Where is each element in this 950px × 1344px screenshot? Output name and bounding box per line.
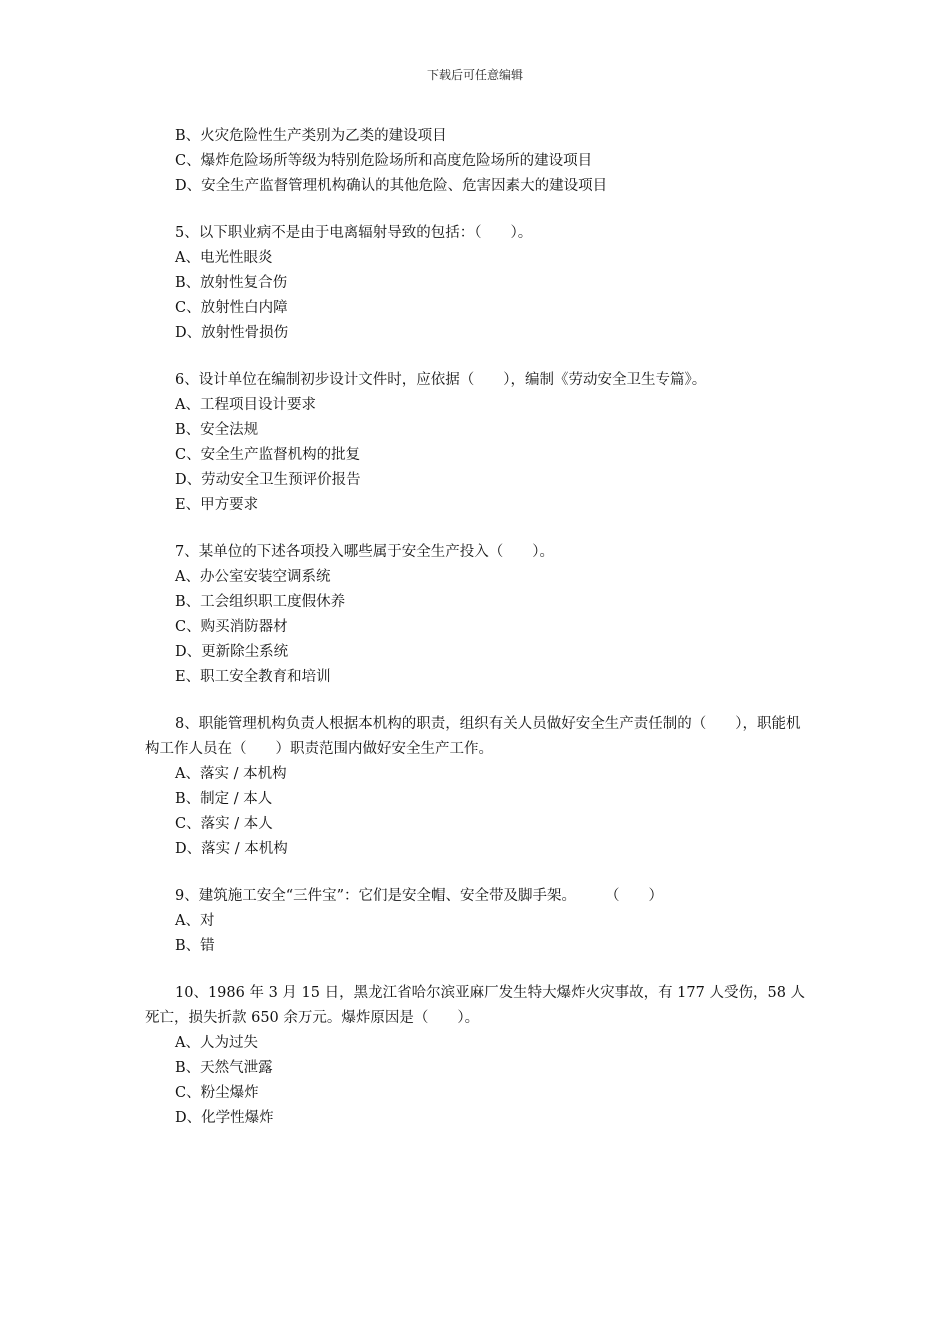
option-c: C、放射性白内障 bbox=[175, 300, 288, 316]
page-header: 下载后可任意编辑 bbox=[426, 68, 523, 82]
question-stem: 6、设计单位在编制初步设计文件时，应依据（ ），编制《劳动安全卫生专篇》。 bbox=[175, 372, 707, 388]
option-c: C、落实 / 本人 bbox=[175, 816, 273, 832]
question-8 bbox=[145, 712, 810, 862]
question-9 bbox=[145, 884, 810, 959]
question-stem: 5、以下职业病不是由于电离辐射导致的包括：（ ）。 bbox=[175, 225, 533, 241]
question-7 bbox=[145, 540, 810, 690]
option-c: C、购买消防器材 bbox=[175, 619, 288, 635]
option-c: C、粉尘爆炸 bbox=[175, 1085, 259, 1101]
question-stem: 10、1986 年 3 月 15 日，黑龙江省哈尔滨亚麻厂发生特大爆炸火灾事故，有 177 人受伤，58 人死亡，损失折款 650 余万元。爆炸原因是（ ）。 bbox=[145, 985, 806, 1026]
option-c: C、爆炸危险场所等级为特别危险场所和高度危险场所的建设项目 bbox=[175, 153, 593, 169]
option-b: B、错 bbox=[175, 938, 215, 954]
option-d: D、更新除尘系统 bbox=[175, 644, 289, 660]
option-d: D、安全生产监督管理机构确认的其他危险、危害因素大的建设项目 bbox=[175, 178, 608, 194]
question-5 bbox=[145, 221, 810, 346]
option-d: D、放射性骨损伤 bbox=[175, 325, 289, 341]
question-10 bbox=[145, 981, 810, 1131]
option-a: A、对 bbox=[175, 913, 215, 929]
document-body bbox=[145, 124, 810, 1153]
option-a: A、电光性眼炎 bbox=[175, 250, 273, 266]
option-b: B、放射性复合伤 bbox=[175, 275, 288, 291]
option-b: B、安全法规 bbox=[175, 422, 259, 438]
continued-question-options bbox=[145, 124, 810, 199]
option-b: B、工会组织职工度假休养 bbox=[175, 594, 346, 610]
question-stem: 8、职能管理机构负责人根据本机构的职责，组织有关人员做好安全生产责任制的（ ），职能机构工作人员在（ ）职责范围内做好安全生产工作。 bbox=[145, 716, 801, 757]
question-stem: 9、建筑施工安全“三件宝”：它们是安全帽、安全带及脚手架。 （ ） bbox=[175, 888, 664, 904]
option-a: A、落实 / 本机构 bbox=[175, 766, 287, 782]
option-c: C、安全生产监督机构的批复 bbox=[175, 447, 361, 463]
question-stem: 7、某单位的下述各项投入哪些属于安全生产投入（ ）。 bbox=[175, 544, 554, 560]
question-6 bbox=[145, 368, 810, 518]
option-e: E、甲方要求 bbox=[175, 497, 259, 513]
option-a: A、办公室安装空调系统 bbox=[175, 569, 331, 585]
option-d: D、化学性爆炸 bbox=[175, 1110, 274, 1126]
option-a: A、工程项目设计要求 bbox=[175, 397, 316, 413]
option-a: A、人为过失 bbox=[175, 1035, 258, 1051]
option-d: D、劳动安全卫生预评价报告 bbox=[175, 472, 361, 488]
option-b: B、天然气泄露 bbox=[175, 1060, 273, 1076]
option-d: D、落实 / 本机构 bbox=[175, 841, 288, 857]
option-e: E、职工安全教育和培训 bbox=[175, 669, 331, 685]
option-b: B、制定 / 本人 bbox=[175, 791, 273, 807]
option-b: B、火灾危险性生产类别为乙类的建设项目 bbox=[175, 128, 447, 144]
